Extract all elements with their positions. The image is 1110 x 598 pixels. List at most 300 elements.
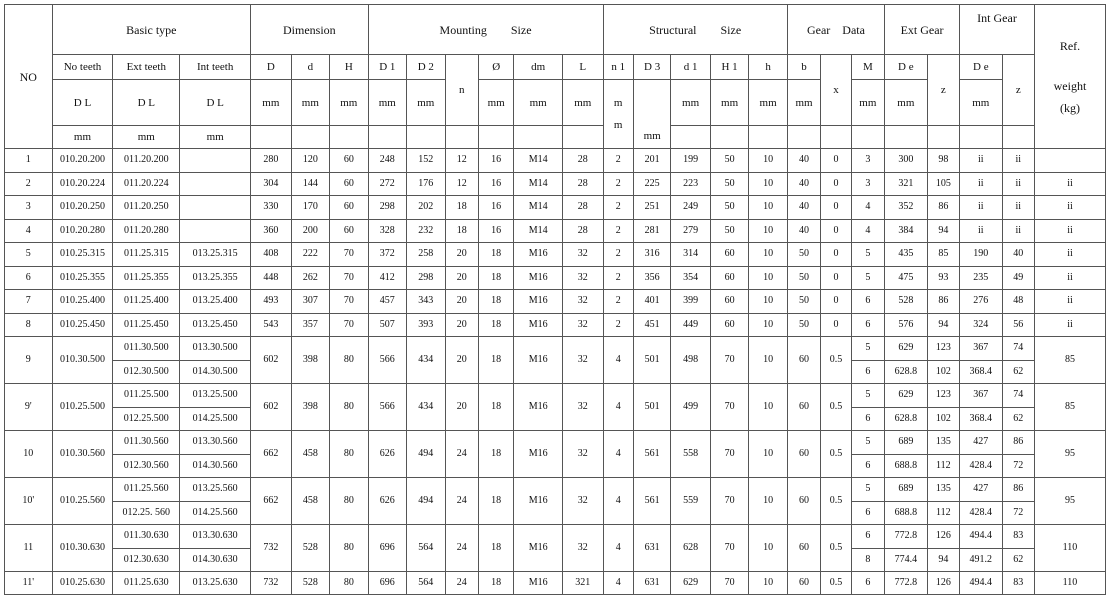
value-iDe: 494.4 <box>960 525 1003 549</box>
header-gear-data: Gear Data <box>787 5 884 55</box>
value-h: 10 <box>749 313 788 337</box>
value-n1: 2 <box>603 243 633 267</box>
value-ez: 112 <box>927 501 959 525</box>
value-H: 70 <box>330 266 368 290</box>
value-M: 3 <box>851 149 884 173</box>
value-ez: 94 <box>927 313 959 337</box>
value-D2: 564 <box>407 572 445 595</box>
ext-teeth-code: 011.20.280 <box>113 219 180 243</box>
value-eDe: 629 <box>885 337 928 361</box>
value-iz: ii <box>1002 196 1034 220</box>
value-L: 32 <box>563 266 604 290</box>
int-teeth-code: 013.25.560 <box>180 478 251 502</box>
value-n1: 4 <box>603 431 633 478</box>
value-M: 6 <box>851 501 884 525</box>
value-phi: 16 <box>478 219 513 243</box>
header-M: M <box>851 55 884 80</box>
value-x: 0 <box>821 313 851 337</box>
header-int-z: z <box>1002 55 1034 126</box>
value-phi: 16 <box>478 196 513 220</box>
value-L: 32 <box>563 431 604 478</box>
value-H1: 60 <box>710 313 748 337</box>
row-number: 9' <box>5 384 53 431</box>
value-D2: 258 <box>407 243 445 267</box>
table-row-group-a <box>5 478 1106 502</box>
unit-int-De: mm <box>960 80 1003 126</box>
no-teeth-code: 010.20.200 <box>52 149 113 173</box>
ext-teeth-code: 011.25.400 <box>113 290 180 314</box>
ext-teeth-code: 011.25.630 <box>113 572 180 595</box>
value-iDe: 368.4 <box>960 360 1003 384</box>
row-number: 2 <box>5 172 53 196</box>
value-d: 357 <box>291 313 329 337</box>
value-D3: 251 <box>633 196 670 220</box>
value-d1: 559 <box>671 478 710 525</box>
value-ez: 126 <box>927 525 959 549</box>
value-d: 222 <box>291 243 329 267</box>
empty-cell <box>787 126 820 149</box>
value-n1: 4 <box>603 525 633 572</box>
value-ez: 126 <box>927 572 959 595</box>
value-H1: 70 <box>710 431 748 478</box>
unit-D3: mm <box>633 80 670 149</box>
empty-weight-cell <box>1034 149 1105 173</box>
value-x: 0.5 <box>821 478 851 525</box>
header-phi: Ø <box>478 55 513 80</box>
value-d1: 249 <box>671 196 710 220</box>
value-dm: M16 <box>514 478 563 525</box>
value-n: 20 <box>445 337 478 384</box>
value-H: 70 <box>330 243 368 267</box>
value-phi: 18 <box>478 572 513 595</box>
no-teeth-code: 010.20.250 <box>52 196 113 220</box>
value-b: 60 <box>787 337 820 384</box>
value-ez: 135 <box>927 478 959 502</box>
value-M: 6 <box>851 454 884 478</box>
table-row <box>5 266 1106 290</box>
header-basic-type: Basic type <box>52 5 251 55</box>
value-b: 60 <box>787 384 820 431</box>
value-iz: ii <box>1002 172 1034 196</box>
value-x: 0 <box>821 243 851 267</box>
value-H1: 60 <box>710 266 748 290</box>
value-L: 32 <box>563 290 604 314</box>
header-D1: D 1 <box>368 55 406 80</box>
value-D: 408 <box>251 243 292 267</box>
int-teeth-code: 014.30.630 <box>180 548 251 572</box>
value-eDe: 435 <box>885 243 928 267</box>
value-h: 10 <box>749 431 788 478</box>
value-eDe: 774.4 <box>885 548 928 572</box>
value-h: 10 <box>749 290 788 314</box>
value-D: 543 <box>251 313 292 337</box>
value-n1: 2 <box>603 196 633 220</box>
value-eDe: 576 <box>885 313 928 337</box>
empty-cell <box>514 126 563 149</box>
empty-cell <box>1002 126 1034 149</box>
value-L: 28 <box>563 196 604 220</box>
value-H1: 70 <box>710 384 748 431</box>
unit-L: mm <box>563 80 604 126</box>
value-iDe: 367 <box>960 337 1003 361</box>
value-M: 5 <box>851 266 884 290</box>
value-dm: M16 <box>514 337 563 384</box>
value-n1: 4 <box>603 478 633 525</box>
value-D1: 248 <box>368 149 406 173</box>
value-D1: 626 <box>368 431 406 478</box>
value-eDe: 475 <box>885 266 928 290</box>
value-n: 24 <box>445 478 478 525</box>
value-D1: 372 <box>368 243 406 267</box>
empty-cell <box>960 126 1003 149</box>
ext-teeth-code: 011.25.560 <box>113 478 180 502</box>
header-row-mm <box>5 126 1106 149</box>
value-iz: 62 <box>1002 407 1034 431</box>
int-teeth-code <box>180 149 251 173</box>
int-teeth-code: 013.30.560 <box>180 431 251 455</box>
unit-phi: mm <box>478 80 513 126</box>
unit-ext-De: mm <box>885 80 928 126</box>
no-teeth-code: 010.30.500 <box>52 337 113 384</box>
unit-D2: mm <box>407 80 445 126</box>
row-number: 7 <box>5 290 53 314</box>
table-row <box>5 290 1106 314</box>
value-D1: 566 <box>368 337 406 384</box>
value-d1: 629 <box>671 572 710 595</box>
value-d: 120 <box>291 149 329 173</box>
value-H: 80 <box>330 337 368 384</box>
value-b: 60 <box>787 431 820 478</box>
value-H1: 50 <box>710 219 748 243</box>
int-teeth-code: 013.25.355 <box>180 266 251 290</box>
weight-value: ii <box>1034 266 1105 290</box>
header-row-groups <box>5 5 1106 55</box>
no-teeth-code: 010.25.450 <box>52 313 113 337</box>
value-L: 32 <box>563 384 604 431</box>
value-iz: 86 <box>1002 431 1034 455</box>
value-n: 20 <box>445 384 478 431</box>
table-row <box>5 219 1106 243</box>
unit-H1: mm <box>710 80 748 126</box>
value-n1: 4 <box>603 572 633 595</box>
weight-value: 95 <box>1034 431 1105 478</box>
value-L: 32 <box>563 478 604 525</box>
value-M: 6 <box>851 290 884 314</box>
value-iz: 72 <box>1002 501 1034 525</box>
no-teeth-code: 010.25.560 <box>52 478 113 525</box>
value-d1: 399 <box>671 290 710 314</box>
int-teeth-code: 014.25.500 <box>180 407 251 431</box>
value-n1: 4 <box>603 337 633 384</box>
value-H1: 70 <box>710 525 748 572</box>
value-h: 10 <box>749 572 788 595</box>
value-D1: 328 <box>368 219 406 243</box>
value-n1: 4 <box>603 384 633 431</box>
value-phi: 16 <box>478 149 513 173</box>
value-n: 20 <box>445 313 478 337</box>
value-b: 40 <box>787 196 820 220</box>
value-L: 32 <box>563 243 604 267</box>
ext-teeth-code: 011.25.315 <box>113 243 180 267</box>
value-H1: 60 <box>710 290 748 314</box>
value-d: 307 <box>291 290 329 314</box>
value-M: 6 <box>851 360 884 384</box>
int-teeth-code: 014.30.560 <box>180 454 251 478</box>
value-b: 60 <box>787 572 820 595</box>
unit-h: mm <box>749 80 788 126</box>
header-D3: D 3 <box>633 55 670 80</box>
ext-teeth-code: 011.20.224 <box>113 172 180 196</box>
table-row-group-a <box>5 525 1106 549</box>
value-D: 662 <box>251 431 292 478</box>
value-eDe: 629 <box>885 384 928 408</box>
header-d1: d 1 <box>671 55 710 80</box>
value-d1: 449 <box>671 313 710 337</box>
value-d: 398 <box>291 384 329 431</box>
value-n1: 2 <box>603 149 633 173</box>
header-no: NO <box>5 5 53 149</box>
header-H1: H 1 <box>710 55 748 80</box>
value-phi: 18 <box>478 431 513 478</box>
value-D3: 561 <box>633 478 670 525</box>
no-teeth-code: 010.30.560 <box>52 431 113 478</box>
value-M: 4 <box>851 196 884 220</box>
empty-cell <box>710 126 748 149</box>
value-H1: 60 <box>710 243 748 267</box>
value-d1: 279 <box>671 219 710 243</box>
weight-value: 85 <box>1034 384 1105 431</box>
value-b: 60 <box>787 525 820 572</box>
row-number: 1 <box>5 149 53 173</box>
value-H: 60 <box>330 172 368 196</box>
value-phi: 18 <box>478 266 513 290</box>
value-iDe: 276 <box>960 290 1003 314</box>
value-d: 398 <box>291 337 329 384</box>
ext-teeth-code: 011.25.500 <box>113 384 180 408</box>
value-n: 24 <box>445 525 478 572</box>
value-d1: 628 <box>671 525 710 572</box>
value-iz: ii <box>1002 219 1034 243</box>
table-row-group-a <box>5 431 1106 455</box>
value-D2: 176 <box>407 172 445 196</box>
table-row <box>5 243 1106 267</box>
value-d: 262 <box>291 266 329 290</box>
value-D2: 202 <box>407 196 445 220</box>
value-D3: 401 <box>633 290 670 314</box>
unit-n1: m m <box>603 80 633 149</box>
no-teeth-code: 010.25.400 <box>52 290 113 314</box>
header-int-teeth-DL: D L <box>180 80 251 126</box>
value-H: 60 <box>330 219 368 243</box>
value-M: 6 <box>851 407 884 431</box>
value-phi: 16 <box>478 172 513 196</box>
int-teeth-code: 013.25.500 <box>180 384 251 408</box>
value-eDe: 628.8 <box>885 407 928 431</box>
value-M: 4 <box>851 219 884 243</box>
value-D3: 501 <box>633 384 670 431</box>
value-iDe: 427 <box>960 431 1003 455</box>
header-ext-z: z <box>927 55 959 126</box>
no-teeth-code: 010.30.630 <box>52 525 113 572</box>
value-n: 24 <box>445 572 478 595</box>
value-L: 28 <box>563 219 604 243</box>
value-h: 10 <box>749 266 788 290</box>
weight-value: ii <box>1034 243 1105 267</box>
value-n: 20 <box>445 266 478 290</box>
empty-cell <box>291 126 329 149</box>
value-ez: 93 <box>927 266 959 290</box>
value-iz: 62 <box>1002 548 1034 572</box>
value-eDe: 689 <box>885 431 928 455</box>
row-number: 10 <box>5 431 53 478</box>
empty-cell <box>368 126 406 149</box>
ext-teeth-code: 011.20.200 <box>113 149 180 173</box>
row-number: 5 <box>5 243 53 267</box>
value-d1: 558 <box>671 431 710 478</box>
value-L: 28 <box>563 149 604 173</box>
empty-cell <box>563 126 604 149</box>
value-M: 5 <box>851 243 884 267</box>
value-h: 10 <box>749 337 788 384</box>
value-d: 528 <box>291 572 329 595</box>
value-D1: 272 <box>368 172 406 196</box>
ext-teeth-code: 011.25.355 <box>113 266 180 290</box>
value-D: 602 <box>251 337 292 384</box>
value-ez: 94 <box>927 219 959 243</box>
value-iDe: 368.4 <box>960 407 1003 431</box>
value-D: 662 <box>251 478 292 525</box>
value-iz: 48 <box>1002 290 1034 314</box>
header-no-teeth-DL: D L <box>52 80 113 126</box>
value-x: 0.5 <box>821 525 851 572</box>
value-iz: 56 <box>1002 313 1034 337</box>
value-D2: 564 <box>407 525 445 572</box>
value-M: 6 <box>851 572 884 595</box>
weight-value: 110 <box>1034 572 1105 595</box>
value-H: 60 <box>330 196 368 220</box>
value-M: 5 <box>851 337 884 361</box>
value-iDe: 324 <box>960 313 1003 337</box>
int-teeth-code: 014.25.560 <box>180 501 251 525</box>
empty-cell <box>478 126 513 149</box>
header-int-gear: Int Gear <box>960 5 1035 55</box>
weight-value: ii <box>1034 172 1105 196</box>
value-iDe: 367 <box>960 384 1003 408</box>
value-D: 280 <box>251 149 292 173</box>
header-dm: dm <box>514 55 563 80</box>
value-d1: 223 <box>671 172 710 196</box>
value-d: 458 <box>291 478 329 525</box>
header-row-labels <box>5 55 1106 80</box>
value-M: 8 <box>851 548 884 572</box>
table-row <box>5 572 1106 595</box>
empty-cell <box>445 126 478 149</box>
value-iDe: 494.4 <box>960 572 1003 595</box>
int-teeth-code: 013.30.630 <box>180 525 251 549</box>
value-ez: 105 <box>927 172 959 196</box>
no-teeth-code: 010.25.500 <box>52 384 113 431</box>
ext-teeth-code: 012.30.630 <box>113 548 180 572</box>
value-L: 321 <box>563 572 604 595</box>
value-iz: 74 <box>1002 337 1034 361</box>
header-ext-De: D e <box>885 55 928 80</box>
value-eDe: 689 <box>885 478 928 502</box>
empty-cell <box>671 126 710 149</box>
empty-cell <box>330 126 368 149</box>
int-teeth-code: 013.25.630 <box>180 572 251 595</box>
value-dm: M14 <box>514 172 563 196</box>
value-d1: 498 <box>671 337 710 384</box>
value-iz: 72 <box>1002 454 1034 478</box>
value-d1: 354 <box>671 266 710 290</box>
value-M: 5 <box>851 384 884 408</box>
value-ez: 98 <box>927 149 959 173</box>
header-H: H <box>330 55 368 80</box>
value-iDe: ii <box>960 149 1003 173</box>
value-H1: 50 <box>710 196 748 220</box>
weight-value: ii <box>1034 196 1105 220</box>
value-dm: M16 <box>514 266 563 290</box>
value-phi: 18 <box>478 243 513 267</box>
value-d: 200 <box>291 219 329 243</box>
value-ez: 123 <box>927 337 959 361</box>
table-row <box>5 149 1106 173</box>
value-D3: 316 <box>633 243 670 267</box>
value-M: 5 <box>851 431 884 455</box>
weight-value: 110 <box>1034 525 1105 572</box>
empty-cell <box>749 126 788 149</box>
value-dm: M14 <box>514 149 563 173</box>
row-number: 11' <box>5 572 53 595</box>
no-teeth-code: 010.25.355 <box>52 266 113 290</box>
value-D1: 696 <box>368 572 406 595</box>
value-h: 10 <box>749 384 788 431</box>
value-dm: M16 <box>514 525 563 572</box>
value-ez: 102 <box>927 360 959 384</box>
empty-cell <box>851 126 884 149</box>
unit-int-teeth: mm <box>180 126 251 149</box>
value-n1: 2 <box>603 172 633 196</box>
value-iz: 74 <box>1002 384 1034 408</box>
header-dimension: Dimension <box>251 5 368 55</box>
value-D3: 281 <box>633 219 670 243</box>
value-eDe: 321 <box>885 172 928 196</box>
header-D2: D 2 <box>407 55 445 80</box>
value-H1: 70 <box>710 478 748 525</box>
value-iz: 83 <box>1002 525 1034 549</box>
value-h: 10 <box>749 219 788 243</box>
value-eDe: 352 <box>885 196 928 220</box>
value-x: 0 <box>821 196 851 220</box>
value-x: 0.5 <box>821 572 851 595</box>
value-iDe: ii <box>960 196 1003 220</box>
value-iDe: 428.4 <box>960 501 1003 525</box>
value-ez: 135 <box>927 431 959 455</box>
value-d: 458 <box>291 431 329 478</box>
value-D: 448 <box>251 266 292 290</box>
row-number: 6 <box>5 266 53 290</box>
unit-M: mm <box>851 80 884 126</box>
value-b: 40 <box>787 219 820 243</box>
value-x: 0 <box>821 219 851 243</box>
header-mounting-size: Mounting Size <box>368 5 603 55</box>
value-n: 18 <box>445 196 478 220</box>
value-b: 60 <box>787 478 820 525</box>
header-n1: n 1 <box>603 55 633 80</box>
value-n: 12 <box>445 172 478 196</box>
empty-cell <box>407 126 445 149</box>
weight-value: ii <box>1034 290 1105 314</box>
